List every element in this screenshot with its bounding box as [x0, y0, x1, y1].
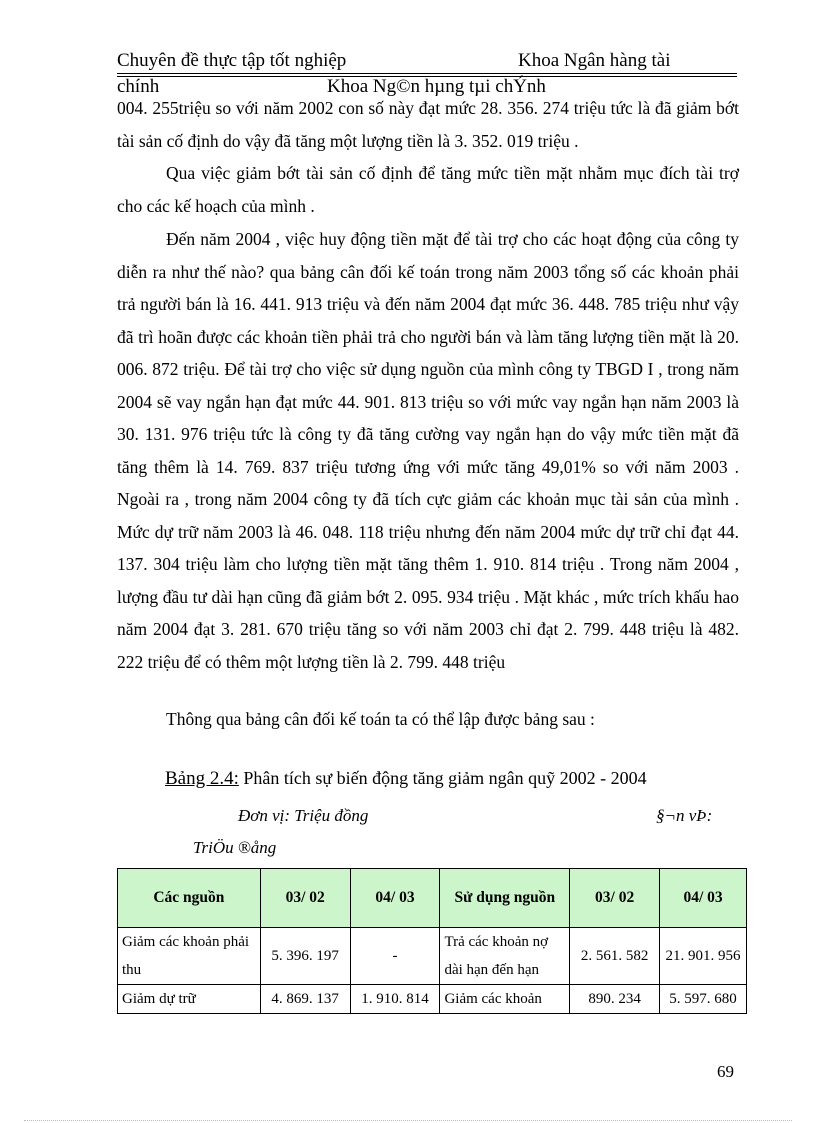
table-cell: Giảm các khoản phải thu [118, 928, 261, 985]
header-title: Chuyên đề thực tập tốt nghiệp [117, 50, 347, 71]
table-caption [165, 768, 647, 790]
table-cell: 890. 234 [570, 985, 660, 1014]
table-unit-garbled-2: TriÖu ®ång [193, 838, 277, 857]
table-cell: Trả các khoản nợ dài hạn đến hạn [440, 928, 570, 985]
header-uses: Sử dụng nguồn [440, 869, 570, 928]
page-bottom-border [24, 1120, 792, 1121]
paragraph-4: Thông qua bảng cân đối kế toán ta có thể lập được bảng sau : [166, 709, 595, 729]
header-sources-03-02: 03/ 02 [260, 869, 350, 928]
page-header [117, 48, 737, 96]
table-header-row [118, 869, 747, 928]
table-row [118, 985, 747, 1014]
table-cell: 5. 396. 197 [260, 928, 350, 985]
table-cell: - [350, 928, 440, 985]
table-caption-text: Phân tích sự biến động tăng giảm ngân quỹ 2002 - 2004 [238, 768, 647, 788]
header-department-cont: chính [117, 76, 160, 97]
table-unit-garbled: §¬n vÞ: [656, 806, 713, 825]
paragraph-3: Đến năm 2004 , việc huy động tiền mặt để tài trợ cho các hoạt động của công ty diễn ra như thế nào? qua bảng cân đối kế toán trong năm 2003 tổng số các khoản phải trả người bán là 16. 441. 913 triệu và đến năm 2004 đạt mức 36. 448. 785 triệu như vậy đã trì hoãn được các khoản tiền phải trả cho người bán và làm tăng lượng tiền mặt là 20. 006. 872 triệu. Để tài trợ cho việc sử dụng nguồn của mình công ty TBGD I , trong năm 2004 sẽ vay ngắn hạn đạt mức 44. 901. 813 triệu so với mức vay ngắn hạn năm 2003 là 30. 131. 976 triệu tức là công ty đã tăng cường vay ngắn hạn do vậy mức tiền mặt đã tăng thêm là 14. 769. 837 triệu tương ứng với mức tăng 49,01% so với năm 2003 . Ngoài ra , trong năm 2004 công ty đã tích cực giảm các khoản mục tài sản của mình . Mức dự trữ năm 2003 là 46. 048. 118 triệu nhưng đến năm 2004 mức dự trữ chỉ đạt 44. 137. 304 triệu làm cho lượng tiền mặt tăng thêm 1. 910. 814 triệu . Trong năm 2004 , lượng đầu tư dài hạn cũng đã giảm bớt 2. 095. 934 triệu . Mặt khác , mức trích khấu hao năm 2004 đạt 3. 281. 670 triệu tăng so với năm 2003 chỉ đạt 2. 799. 448 triệu là 482. 222 triệu để có thêm một lượng tiền là 2. 799. 448 triệu [117, 229, 739, 672]
header-uses-04-03: 04/ 03 [660, 869, 747, 928]
paragraph-1: 004. 255triệu so với năm 2002 con số này đạt mức 28. 356. 274 triệu tức là đã giảm bớt tài sản cố định do vậy đã tăng một lượng tiền là 3. 352. 019 triệu . [117, 98, 739, 151]
table-cell: 1. 910. 814 [350, 985, 440, 1014]
header-rule [117, 73, 737, 74]
header-garbled-text: Khoa Ng©n hµng tµi chÝnh [327, 76, 546, 97]
header-department: Khoa Ngân hàng tài [518, 50, 671, 71]
paragraph-2: Qua việc giảm bớt tài sản cố định để tăng mức tiền mặt nhằm mục đích tài trợ cho các kế hoạch của mình . [117, 163, 739, 216]
table-cell: 4. 869. 137 [260, 985, 350, 1014]
page-number: 69 [717, 1062, 734, 1081]
table-cell: Giảm các khoản [440, 985, 570, 1014]
table-cell: 21. 901. 956 [660, 928, 747, 985]
table-caption-label: Bảng 2.4: [165, 768, 239, 789]
fund-flow-table [117, 868, 747, 1014]
header-sources: Các nguồn [118, 869, 261, 928]
table-cell: Giảm dự trữ [118, 985, 261, 1014]
header-sources-04-03: 04/ 03 [350, 869, 440, 928]
table-cell: 5. 597. 680 [660, 985, 747, 1014]
table-unit: Đơn vị: Triệu đồng [238, 806, 369, 825]
header-uses-03-02: 03/ 02 [570, 869, 660, 928]
table-row [118, 928, 747, 985]
table-cell: 2. 561. 582 [570, 928, 660, 985]
